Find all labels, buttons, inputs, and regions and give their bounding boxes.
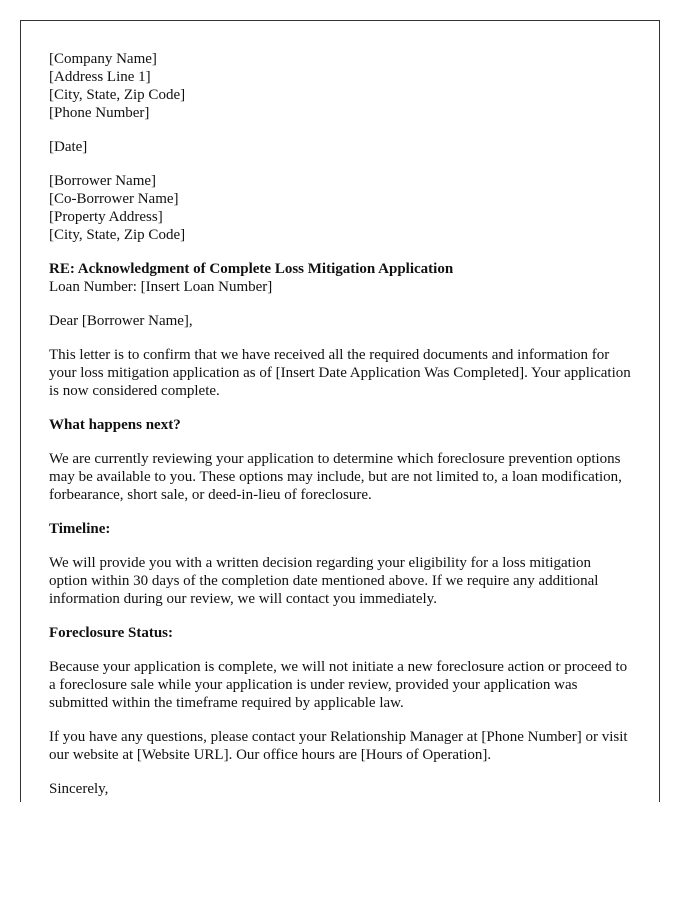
recipient-city-state-zip: [City, State, Zip Code]	[49, 227, 186, 243]
heading-text: What happens next?	[49, 417, 181, 433]
sender-address	[49, 50, 631, 122]
address-line: [Address Line 1]	[49, 69, 151, 85]
phone-number: [Phone Number]	[49, 105, 150, 121]
city-state-zip: [City, State, Zip Code]	[49, 87, 186, 103]
section-body-timeline: We will provide you with a written decision regarding your eligibility for a loss mitigation option within 30 days of the completion date mentioned above. If we require any additional information during our review, we will contact you immediately.	[49, 555, 599, 607]
closing: Sincerely,	[49, 781, 109, 797]
section-heading-next	[49, 416, 631, 434]
section-body-foreclosure: Because your application is complete, we will not initiate a new foreclosure action or proceed to a foreclosure sale while your application is under review, provided your application was submitted within the timeframe required by applicable law.	[49, 659, 628, 711]
section-heading-timeline	[49, 520, 631, 538]
recipient-address	[49, 172, 631, 244]
company-name: [Company Name]	[49, 51, 157, 67]
heading-text: Timeline:	[49, 521, 111, 537]
letter-date: [Date]	[49, 139, 88, 155]
property-address: [Property Address]	[49, 209, 163, 225]
intro-paragraph: This letter is to confirm that we have received all the required documents and information for your loss mitigation application as of [Insert Date Application Was Completed]. Your application is now considered complete.	[49, 347, 631, 399]
subject-block	[49, 260, 631, 296]
salutation: Dear [Borrower Name],	[49, 313, 193, 329]
loan-number: Loan Number: [Insert Loan Number]	[49, 279, 273, 295]
heading-text: Foreclosure Status:	[49, 625, 174, 641]
section-body-next: We are currently reviewing your application to determine which foreclosure prevention options may be available to you. These options may include, but are not limited to, a loan modification, forbearance, short sale, or deed-in-lieu of foreclosure.	[49, 451, 622, 503]
letter-page	[20, 20, 660, 802]
borrower-name: [Borrower Name]	[49, 173, 157, 189]
section-heading-foreclosure	[49, 624, 631, 642]
subject-line: RE: Acknowledgment of Complete Loss Mitigation Application	[49, 261, 454, 277]
co-borrower-name: [Co-Borrower Name]	[49, 191, 179, 207]
contact-paragraph: If you have any questions, please contact your Relationship Manager at [Phone Number] or visit our website at [Website URL]. Our office hours are [Hours of Operation].	[49, 729, 628, 763]
